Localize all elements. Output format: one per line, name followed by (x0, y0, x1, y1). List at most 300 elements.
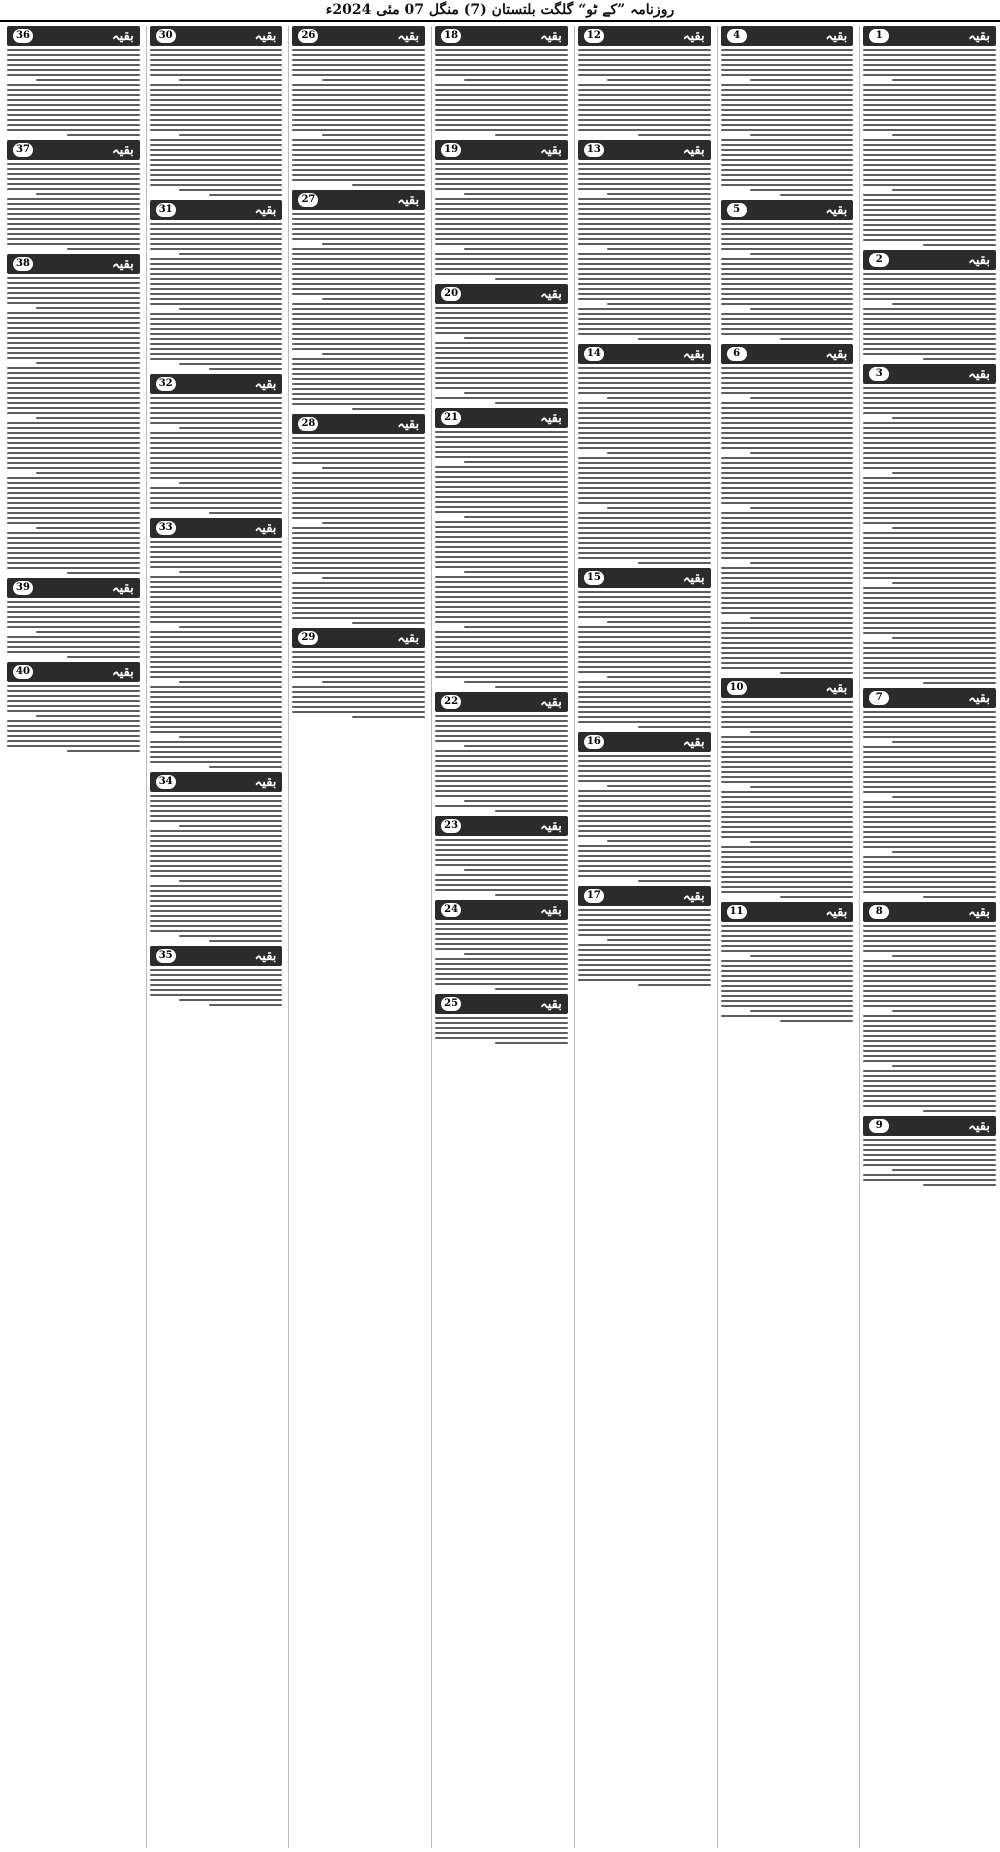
text-line (863, 353, 996, 355)
text-line (863, 532, 996, 534)
continuation-tag-number: 39 (13, 581, 33, 595)
text-line (150, 104, 283, 106)
text-line (863, 1149, 996, 1151)
text-line (150, 164, 283, 166)
text-line (435, 978, 568, 980)
text-line (863, 1040, 996, 1042)
text-line (435, 218, 568, 220)
text-line (36, 193, 140, 195)
text-line (863, 935, 996, 937)
continuation-tag-number: 21 (441, 411, 461, 425)
text-line (435, 178, 568, 180)
text-line (435, 243, 568, 245)
text-line (578, 691, 711, 693)
text-line (863, 950, 996, 952)
text-line (150, 268, 283, 270)
continuation-tag-number: 35 (156, 949, 176, 963)
article-text (578, 48, 711, 137)
text-line (721, 741, 854, 743)
text-line (150, 546, 283, 548)
text-line (892, 955, 996, 957)
text-line (292, 582, 425, 584)
text-line (150, 969, 283, 971)
text-line (150, 477, 283, 479)
text-line (863, 298, 996, 300)
text-line (150, 298, 283, 300)
text-line (435, 129, 568, 131)
text-line (721, 243, 854, 245)
article-text (863, 924, 996, 1113)
text-line (863, 54, 996, 56)
text-line (923, 1184, 996, 1186)
text-line (36, 472, 140, 474)
text-line (863, 861, 996, 863)
text-line (150, 741, 283, 743)
text-line (292, 233, 425, 235)
continuation-tag-word: بقیہ (111, 28, 134, 44)
text-line (721, 333, 854, 335)
text-line (578, 253, 711, 255)
text-line (292, 403, 425, 405)
text-line (150, 447, 283, 449)
text-line (578, 477, 711, 479)
text-line (863, 960, 996, 962)
article-text (863, 48, 996, 247)
text-line (721, 377, 854, 379)
text-line (721, 427, 854, 429)
text-line (578, 308, 711, 310)
continuation-tag-number: 30 (156, 29, 176, 43)
text-line (863, 781, 996, 783)
text-line (7, 507, 140, 509)
text-line (292, 288, 425, 290)
text-line (150, 358, 283, 360)
text-line (179, 736, 283, 738)
continuation-tag (7, 662, 140, 682)
article-text (863, 272, 996, 361)
text-line (578, 313, 711, 315)
text-line (435, 586, 568, 588)
text-line (209, 512, 282, 514)
article-text (435, 1016, 568, 1045)
continuation-block-39 (7, 578, 140, 659)
text-line (179, 253, 283, 255)
text-line (292, 696, 425, 698)
text-line (7, 367, 140, 369)
text-line (721, 826, 854, 828)
text-line (435, 591, 568, 593)
continuation-tag-word: بقیہ (968, 28, 990, 44)
text-line (150, 979, 283, 981)
text-line (292, 607, 425, 609)
text-line (578, 542, 711, 544)
text-line (150, 179, 283, 181)
text-line (435, 805, 568, 807)
text-line (322, 243, 426, 245)
text-line (721, 706, 854, 708)
text-line (435, 943, 568, 945)
text-line (352, 408, 425, 410)
text-line (863, 721, 996, 723)
text-line (435, 119, 568, 121)
continuation-tag-number: 26 (298, 29, 318, 43)
text-line (578, 119, 711, 121)
text-line (292, 512, 425, 514)
text-line (892, 472, 996, 474)
text-line (150, 109, 283, 111)
text-line (150, 323, 283, 325)
text-line (292, 617, 425, 619)
continuation-tag-number: 20 (441, 287, 461, 301)
text-line (292, 472, 425, 474)
text-line (721, 164, 854, 166)
text-line (863, 592, 996, 594)
text-line (435, 258, 568, 260)
continuation-tag-word: بقیہ (540, 142, 562, 158)
text-line (863, 672, 996, 674)
text-line (495, 1042, 568, 1044)
text-line (292, 507, 425, 509)
text-line (863, 975, 996, 977)
continuation-tag-word: بقیہ (825, 904, 848, 920)
text-line (435, 849, 568, 851)
continuation-tag-number: 9 (869, 1119, 889, 1133)
text-line (7, 54, 140, 56)
article-text (578, 754, 711, 883)
continuation-tag (578, 344, 711, 364)
text-line (322, 577, 426, 579)
continuation-tag-word: بقیہ (825, 680, 848, 696)
text-line (150, 412, 283, 414)
text-line (721, 119, 854, 121)
text-line (7, 695, 140, 697)
text-line (7, 477, 140, 479)
text-line (7, 412, 140, 414)
text-line (7, 168, 140, 170)
text-line (7, 626, 140, 628)
text-line (150, 154, 283, 156)
text-line (721, 527, 854, 529)
text-line (292, 502, 425, 504)
text-line (209, 194, 282, 196)
text-line (435, 203, 568, 205)
text-line (721, 273, 854, 275)
text-line (435, 456, 568, 458)
text-line (179, 308, 283, 310)
text-line (863, 109, 996, 111)
column-3 (574, 26, 711, 1848)
text-line (863, 607, 996, 609)
text-line (578, 104, 711, 106)
text-line (150, 895, 283, 897)
text-line (721, 995, 854, 997)
text-line (435, 671, 568, 673)
text-line (578, 606, 711, 608)
newspaper-title: روزنامہ ”کے ٹو“ گلگت بلتستان (7) منگل 07 مئی 2024ء (325, 2, 675, 18)
text-line (863, 308, 996, 310)
text-line (150, 686, 283, 688)
text-line (292, 592, 425, 594)
article-text (435, 430, 568, 689)
text-line (435, 676, 568, 678)
text-line (578, 666, 711, 668)
continuation-tag (721, 344, 854, 364)
text-line (721, 432, 854, 434)
continuation-tag-word: بقیہ (540, 818, 562, 834)
text-line (863, 104, 996, 106)
continuation-tag (578, 568, 711, 588)
text-line (863, 74, 996, 76)
text-line (150, 920, 283, 922)
text-line (7, 621, 140, 623)
continuation-tag-word: بقیہ (825, 28, 848, 44)
text-line (607, 621, 711, 623)
text-line (721, 965, 854, 967)
continuation-tag-number: 3 (869, 367, 889, 381)
continuation-tag-number: 1 (869, 29, 889, 43)
article-text (150, 540, 283, 769)
continuation-tag (578, 732, 711, 752)
text-line (721, 64, 854, 66)
text-line (721, 642, 854, 644)
text-line (863, 502, 996, 504)
text-line (863, 567, 996, 569)
text-line (292, 497, 425, 499)
text-line (322, 353, 426, 355)
continuation-block-40 (7, 662, 140, 753)
text-line (578, 372, 711, 374)
text-line (863, 462, 996, 464)
text-line (863, 1035, 996, 1037)
text-line (863, 1085, 996, 1087)
text-line (7, 332, 140, 334)
text-line (721, 831, 854, 833)
article-text (435, 162, 568, 281)
continuation-tag-number: 15 (584, 571, 604, 585)
text-line (863, 632, 996, 634)
text-line (721, 104, 854, 106)
text-line (322, 79, 426, 81)
text-line (67, 134, 140, 136)
text-line (863, 552, 996, 554)
text-line (721, 457, 854, 459)
text-line (179, 880, 283, 882)
text-line (150, 174, 283, 176)
text-line (292, 398, 425, 400)
text-line (578, 183, 711, 185)
text-line (863, 965, 996, 967)
text-line (292, 383, 425, 385)
text-line (923, 896, 996, 898)
continuation-tag (721, 902, 854, 922)
text-line (721, 522, 854, 524)
text-line (721, 124, 854, 126)
continuation-tag-word: بقیہ (682, 570, 705, 586)
text-line (863, 572, 996, 574)
text-line (7, 462, 140, 464)
text-line (638, 984, 711, 986)
text-line (292, 228, 425, 230)
text-line (150, 452, 283, 454)
text-line (607, 248, 711, 250)
text-line (892, 1010, 996, 1012)
text-line (892, 189, 996, 191)
text-line (721, 169, 854, 171)
text-line (721, 856, 854, 858)
text-line (435, 566, 568, 568)
continuation-tag (863, 250, 996, 270)
continuation-block-33 (150, 518, 283, 769)
text-line (638, 562, 711, 564)
text-line (150, 706, 283, 708)
text-line (435, 551, 568, 553)
text-line (863, 562, 996, 564)
text-line (150, 442, 283, 444)
text-line (780, 896, 853, 898)
column-7 (4, 26, 140, 1848)
text-line (607, 397, 711, 399)
text-line (292, 328, 425, 330)
continuation-tag (721, 200, 854, 220)
text-line (578, 875, 711, 877)
continuation-tag (435, 816, 568, 836)
text-line (179, 999, 283, 1001)
text-line (721, 985, 854, 987)
text-line (435, 948, 568, 950)
text-line (721, 960, 854, 962)
text-line (435, 481, 568, 483)
text-line (179, 571, 283, 573)
text-line (721, 542, 854, 544)
text-line (150, 641, 283, 643)
text-line (578, 755, 711, 757)
text-line (292, 323, 425, 325)
text-line (209, 766, 282, 768)
text-line (721, 726, 854, 728)
text-line (578, 417, 711, 419)
text-line (435, 601, 568, 603)
text-line (863, 313, 996, 315)
text-line (578, 696, 711, 698)
text-line (863, 846, 996, 848)
text-line (435, 238, 568, 240)
text-line (721, 89, 854, 91)
text-line (150, 606, 283, 608)
text-line (7, 223, 140, 225)
text-line (435, 1022, 568, 1024)
text-line (150, 94, 283, 96)
article-text (435, 48, 568, 137)
text-line (435, 49, 568, 51)
text-line (435, 938, 568, 940)
continuation-tag-number: 27 (298, 193, 318, 207)
text-line (150, 751, 283, 753)
text-line (863, 602, 996, 604)
text-line (7, 208, 140, 210)
text-line (435, 268, 568, 270)
text-line (863, 657, 996, 659)
text-line (352, 622, 425, 624)
text-line (721, 74, 854, 76)
text-line (36, 417, 140, 419)
article-text (863, 386, 996, 685)
text-line (292, 94, 425, 96)
text-line (780, 194, 853, 196)
text-line (578, 527, 711, 529)
text-line (7, 213, 140, 215)
text-line (578, 860, 711, 862)
text-line (750, 562, 854, 564)
continuation-tag (150, 26, 283, 46)
text-line (7, 616, 140, 618)
text-line (7, 606, 140, 608)
continuation-tag-number: 19 (441, 143, 461, 157)
text-line (721, 1005, 854, 1007)
text-line (863, 1045, 996, 1047)
continuation-block-8 (863, 902, 996, 1113)
text-line (721, 402, 854, 404)
text-line (435, 611, 568, 613)
text-line (578, 949, 711, 951)
text-line (863, 234, 996, 236)
text-line (292, 238, 425, 240)
text-line (435, 859, 568, 861)
text-line (292, 308, 425, 310)
text-line (435, 790, 568, 792)
text-line (150, 651, 283, 653)
text-line (150, 611, 283, 613)
text-line (464, 745, 568, 747)
text-line (578, 721, 711, 723)
text-line (863, 1050, 996, 1052)
continuation-block-7 (863, 688, 996, 899)
text-line (721, 69, 854, 71)
text-line (150, 422, 283, 424)
text-line (578, 502, 711, 504)
article-text (435, 922, 568, 991)
text-line (578, 124, 711, 126)
continuation-tag-word: بقیہ (682, 888, 705, 904)
text-line (863, 1090, 996, 1092)
continuation-tag (721, 26, 854, 46)
text-line (292, 313, 425, 315)
text-line (292, 223, 425, 225)
text-line (435, 631, 568, 633)
text-line (435, 775, 568, 777)
text-line (750, 786, 854, 788)
text-line (7, 342, 140, 344)
text-line (292, 333, 425, 335)
continuation-tag (721, 678, 854, 698)
text-line (150, 248, 283, 250)
text-line (923, 358, 996, 360)
continuation-tag-word: بقیہ (111, 142, 134, 158)
text-line (292, 612, 425, 614)
text-line (578, 601, 711, 603)
continuation-tag-word: بقیہ (254, 376, 277, 392)
text-line (863, 990, 996, 992)
text-line (863, 437, 996, 439)
text-line (721, 328, 854, 330)
continuation-tag-word: بقیہ (968, 366, 990, 382)
text-line (578, 929, 711, 931)
text-line (7, 183, 140, 185)
text-line (863, 427, 996, 429)
text-line (750, 189, 854, 191)
text-line (292, 318, 425, 320)
text-line (352, 716, 425, 718)
text-line (721, 228, 854, 230)
